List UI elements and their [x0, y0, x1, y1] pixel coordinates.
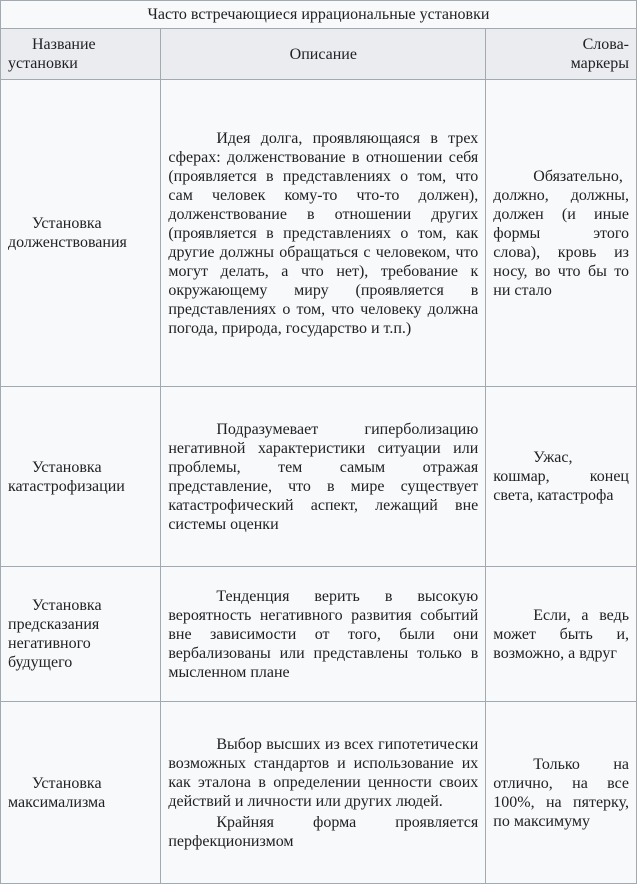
- description-text: Идея долга, проявляющаяся в трех сферах: долженствование в отношении себя (проявляется в представлениях о том, что сам человек кому-то что-то должен), долженствование в отношении других (проявляется в представлениях о том, как другие должны обращаться с человеком, что могут делать, а что нет), требование к окружающему миру (проявляется в представлениях о том, что человеку должна погода, природа, государство и т.п.): [168, 129, 479, 337]
- belief-name: Установка катастрофизации: [1, 387, 161, 567]
- belief-description: [161, 387, 486, 567]
- description-text: Крайняя форма проявляется перфекционизмом: [168, 813, 479, 850]
- belief-description: [161, 80, 486, 387]
- header-description: Описание: [161, 29, 486, 80]
- table-caption: Часто встречающиеся иррациональные установки: [0, 0, 637, 28]
- belief-markers: [486, 387, 637, 567]
- description-text: Тенденция верить в высокую вероятность негативного развития событий вне зависимости от того, были они вербализованы или представлены только в мысленном плане: [168, 587, 479, 681]
- table-row: [1, 387, 637, 567]
- markers-text: Ужас, кошмар, конец света, катастрофа: [493, 449, 629, 504]
- belief-markers: [486, 702, 637, 884]
- markers-text: Только на отлично, на все 100%, на пятерку, по максимуму: [493, 755, 629, 830]
- markers-text: Если, а ведь может быть и, возможно, а вдруг: [493, 606, 629, 662]
- belief-markers: [486, 80, 637, 387]
- belief-name: Установка максимализма: [1, 702, 161, 884]
- belief-name: Установка предсказания негативного будущего: [1, 567, 161, 702]
- markers-text: Обязательно, должно, должны, должен (и иные формы этого слова), кровь из носу, во что бы то ни стало: [493, 167, 629, 299]
- irrational-beliefs-table: [0, 28, 637, 884]
- table-row: [1, 567, 637, 702]
- table-row: [1, 702, 637, 884]
- header-row: [1, 29, 637, 80]
- header-name: Название установки: [1, 29, 161, 80]
- belief-description: [161, 702, 486, 884]
- header-markers: Слова-маркеры: [486, 29, 637, 80]
- belief-name: Установка долженствования: [1, 80, 161, 387]
- description-text: Выбор высших из всех гипотетически возможных стандартов и использование их как эталона в определении ценности своих действий и личности или других людей.: [168, 735, 479, 810]
- belief-markers: [486, 567, 637, 702]
- belief-description: [161, 567, 486, 702]
- table-row: [1, 80, 637, 387]
- description-text: Подразумевает гиперболизацию негативной характеристики ситуации или проблемы, тем самым отражая представление, что в мире существует катастрофический аспект, лежащий вне системы оценки: [168, 420, 479, 533]
